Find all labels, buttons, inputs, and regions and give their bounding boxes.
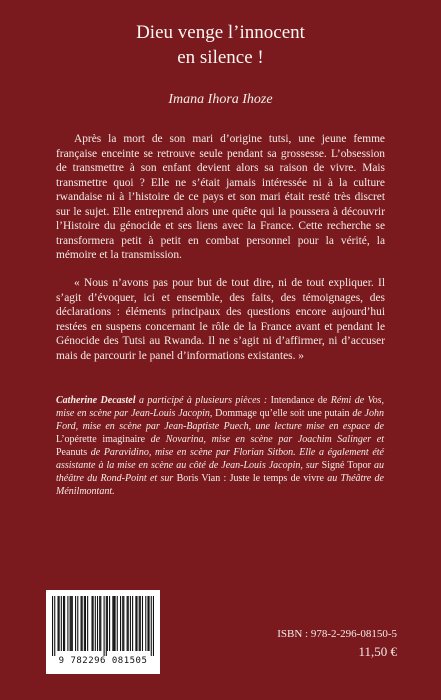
barcode-bar: [113, 596, 114, 651]
bio-part: , Dommage qu’elle soit une putain: [209, 408, 353, 419]
barcode-bar: [128, 596, 129, 651]
barcode-bar: [115, 596, 116, 651]
barcode-bar: [67, 596, 68, 651]
barcode-bars: [52, 596, 154, 656]
barcode: [46, 590, 160, 674]
barcode-bar: [112, 596, 113, 651]
barcode-bar: [93, 596, 94, 651]
barcode-bar: [123, 596, 124, 651]
barcode-bar: [135, 596, 136, 651]
barcode-digits: 9 782296 081505: [58, 656, 148, 666]
bio-part: L’opérette imaginaire: [56, 434, 151, 445]
barcode-bar: [59, 596, 60, 651]
barcode-bar: [70, 596, 71, 651]
contributor-bio: [56, 394, 384, 498]
barcode-bar: [72, 596, 73, 651]
barcode-bar: [64, 596, 65, 651]
barcode-bar: [91, 596, 92, 651]
barcode-bar: [149, 596, 150, 651]
barcode-bar: [132, 596, 133, 651]
barcode-bar: [127, 596, 128, 651]
bio-name: Catherine Decastel: [56, 395, 136, 406]
barcode-bar: [139, 596, 140, 651]
bio-part: Intendance de: [270, 395, 331, 406]
barcode-bar: [104, 596, 105, 656]
bio-part: Peanuts: [56, 447, 91, 458]
barcode-bar: [57, 596, 58, 651]
price: 11,50 €: [358, 644, 397, 659]
barcode-bar: [140, 596, 141, 651]
barcode-bar: [153, 596, 154, 656]
barcode-bar: [71, 596, 72, 651]
barcode-bar: [99, 596, 100, 651]
barcode-bar: [109, 596, 110, 651]
synopsis-paragraph: Après la mort de son mari d’origine tutsi, une jeune femme française enceinte se retrouve seule pendant sa grossesse. L’obsession de transmettre à son enfant devient alors sa raison de vivre. Mais transmettre quoi ? Elle ne s’était jamais intéressée ni à la culture rwandaise ni à l’histoire de ce pays et son mari était resté très discret sur le sujet. Elle entreprend alors une quête qui la poussera à découvrir l’Histoire du génocide et ses liens avec la France. Cette recherche se transformera petit à petit en combat personnel pour la vérité, la mémoire et la transmission.: [56, 133, 385, 261]
title-line-2: en silence !: [177, 47, 264, 68]
barcode-bar: [75, 596, 76, 651]
bio-part: Signé Topor: [321, 460, 374, 471]
barcode-bar: [117, 596, 118, 651]
barcode-bar: [120, 596, 121, 651]
bio-part: a participé à plusieurs pièces :: [135, 395, 271, 406]
barcode-bar: [77, 596, 78, 651]
barcode-bar: [100, 596, 101, 651]
title-line-1: Dieu venge l’innocent: [136, 22, 305, 43]
barcode-bar: [97, 596, 98, 651]
bio-part: Rémi de Vos, mise en scène par Jean-Louis Jacopin: [56, 395, 384, 419]
barcode-bar: [106, 596, 107, 656]
barcode-bar: [107, 596, 108, 651]
author-name: Imana Ihora Ihoze: [168, 92, 273, 107]
barcode-bar: [95, 596, 96, 651]
barcode-bar: [87, 596, 88, 651]
bio-part: de John Ford, mise en scène par Jean-Baptiste Puech, une lecture mise en espace de: [56, 408, 384, 432]
isbn: ISBN : 978-2-296-08150-5: [277, 628, 397, 640]
barcode-bar: [82, 596, 83, 651]
bio-part: Boris Vian : Juste le temps de vivre: [176, 473, 328, 484]
barcode-bar: [85, 596, 86, 651]
barcode-bar: [63, 596, 64, 651]
book-title: [0, 20, 441, 70]
barcode-bar: [84, 596, 85, 651]
bio-part: au Théâtre de Ménilmontant.: [56, 473, 384, 497]
barcode-bar: [147, 596, 148, 651]
synopsis: [56, 132, 385, 263]
barcode-bar: [54, 596, 55, 656]
barcode-bar: [81, 596, 82, 651]
barcode-bar: [130, 596, 131, 651]
barcode-bar: [61, 596, 62, 651]
bio-part: au théâtre du Rond-Point et sur: [56, 460, 384, 484]
author-quote: « Nous n’avons pas pour but de tout dire, ni de tout expliquer. Il s’agit d’évoquer, ici et ensemble, des faits, des témoignages, des déclarations : éléments principaux des questions encore aujourd’hui restées en suspens concernant le rôle de la France avant et pendant le Génocide des Tutsi au Rwanda. Il ne s’agit ni d’affirmer, ni d’accuser mais de parcourir le panel d’informations existantes. »: [56, 277, 385, 362]
bio-part: de Paravidino, mise en scène par Florian Sitbon. Elle a également été assistante à la mise en scène au côté de Jean-Louis Jacopin, sur: [56, 447, 384, 471]
barcode-bar: [151, 596, 152, 656]
barcode-bar: [122, 596, 123, 651]
barcode-bar: [52, 596, 53, 656]
barcode-bar: [142, 596, 143, 651]
barcode-bar: [136, 596, 137, 651]
bio-part: de Novarina, mise en scène par Joachim Salinger et: [150, 434, 384, 445]
barcode-bar: [145, 596, 146, 651]
